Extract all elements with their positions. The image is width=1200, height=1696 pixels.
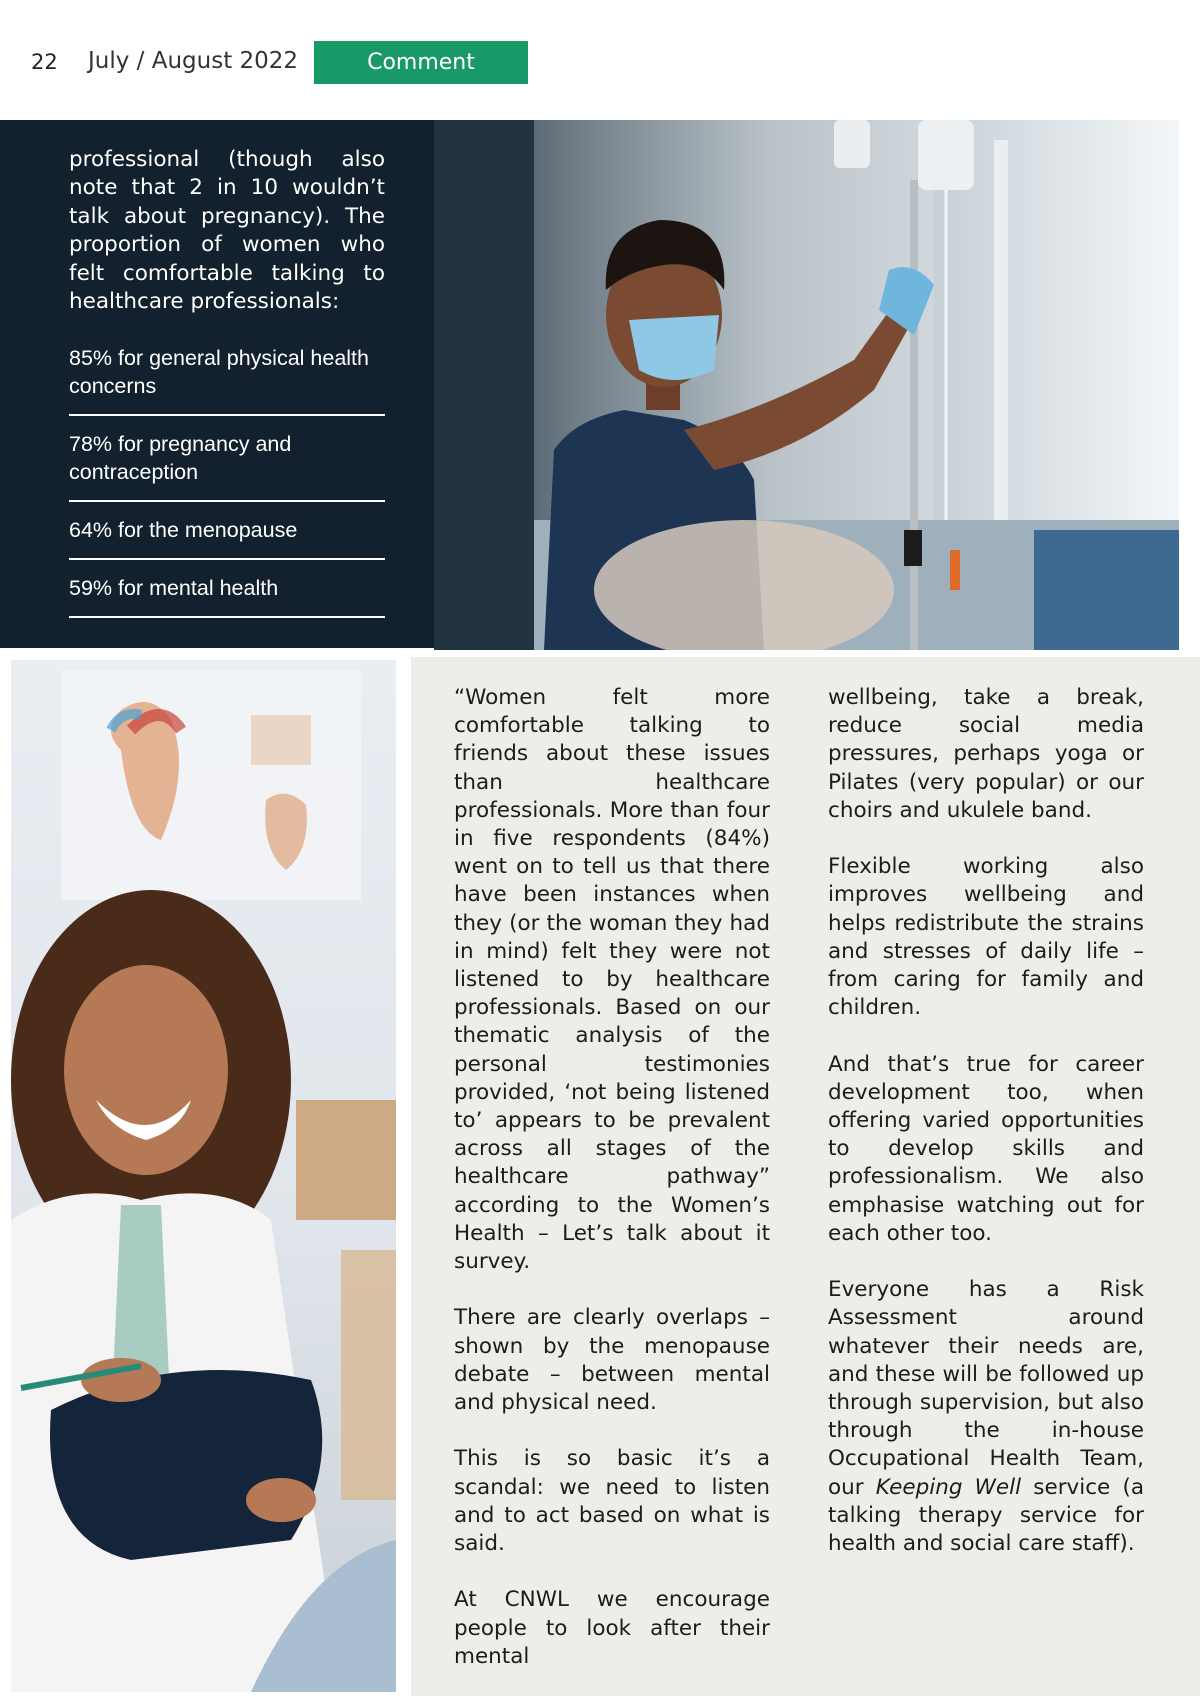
stat-item: 59% for mental health — [69, 574, 385, 618]
stat-item: 78% for pregnancy and contraception — [69, 430, 385, 502]
doctor-photo — [11, 660, 396, 1692]
paragraph: This is so basic it’s a scandal: we need to listen and to act based on what is said. — [454, 1446, 770, 1557]
nurse-iv-illustration — [434, 120, 1179, 650]
paragraph: And that’s true for career development too, when offering varied opportunities to develop skills and professionalism. We also emphasise watching out for each other too. — [828, 1051, 1144, 1246]
issue-date: July / August 2022 — [88, 48, 299, 74]
article-column-1 — [454, 684, 770, 1671]
page-number: 22 — [31, 50, 58, 74]
paragraph: There are clearly overlaps – shown by the menopause debate – between mental and physical need. — [454, 1305, 770, 1416]
section-tag-label: Comment — [367, 50, 475, 75]
paragraph: At CNWL we encourage people to look after their mental — [454, 1587, 770, 1669]
paragraph — [828, 1276, 1144, 1558]
section-tag — [314, 41, 528, 84]
stat-item: 64% for the menopause — [69, 516, 385, 560]
text-run: service (a talking therapy service for health and social care staff). — [828, 1474, 1145, 1557]
service-name: Keeping Well — [875, 1474, 1022, 1500]
stats-list — [69, 344, 385, 632]
stats-intro: professional (though also note that 2 in 10 wouldn’t talk about pregnancy). The proportion of women who felt comfortable talking to healthcare professionals: — [69, 147, 385, 315]
text-run: Everyone has a Risk Assessment around whatever their needs are, and these will be followed up through supervision, but also through the in-house Occupational Health Team, our — [828, 1277, 1144, 1500]
nurse-iv-photo — [434, 120, 1179, 650]
paragraph: “Women felt more comfortable talking to friends about these issues than healthcare professionals. More than four in five respondents (84%) went on to tell us that there have been instances when they (or the woman they had in mind) felt they were not listened to by healthcare professionals. Based on our thematic analysis of the personal testimonies provided, ‘not being listened to’ appears to be prevalent across all stages of the healthcare pathway” according to the Women’s Health – Let’s talk about it survey. — [454, 685, 770, 1275]
article-column-2 — [828, 684, 1144, 1558]
paragraph: wellbeing, take a break, reduce social media pressures, perhaps yoga or Pilates (very popular) or our choirs and ukulele band. — [828, 685, 1144, 823]
paragraph: Flexible working also improves wellbeing and helps redistribute the strains and stresses of daily life – from caring for family and children. — [828, 854, 1144, 1021]
stat-item: 85% for general physical health concerns — [69, 344, 385, 416]
doctor-illustration — [11, 660, 396, 1692]
